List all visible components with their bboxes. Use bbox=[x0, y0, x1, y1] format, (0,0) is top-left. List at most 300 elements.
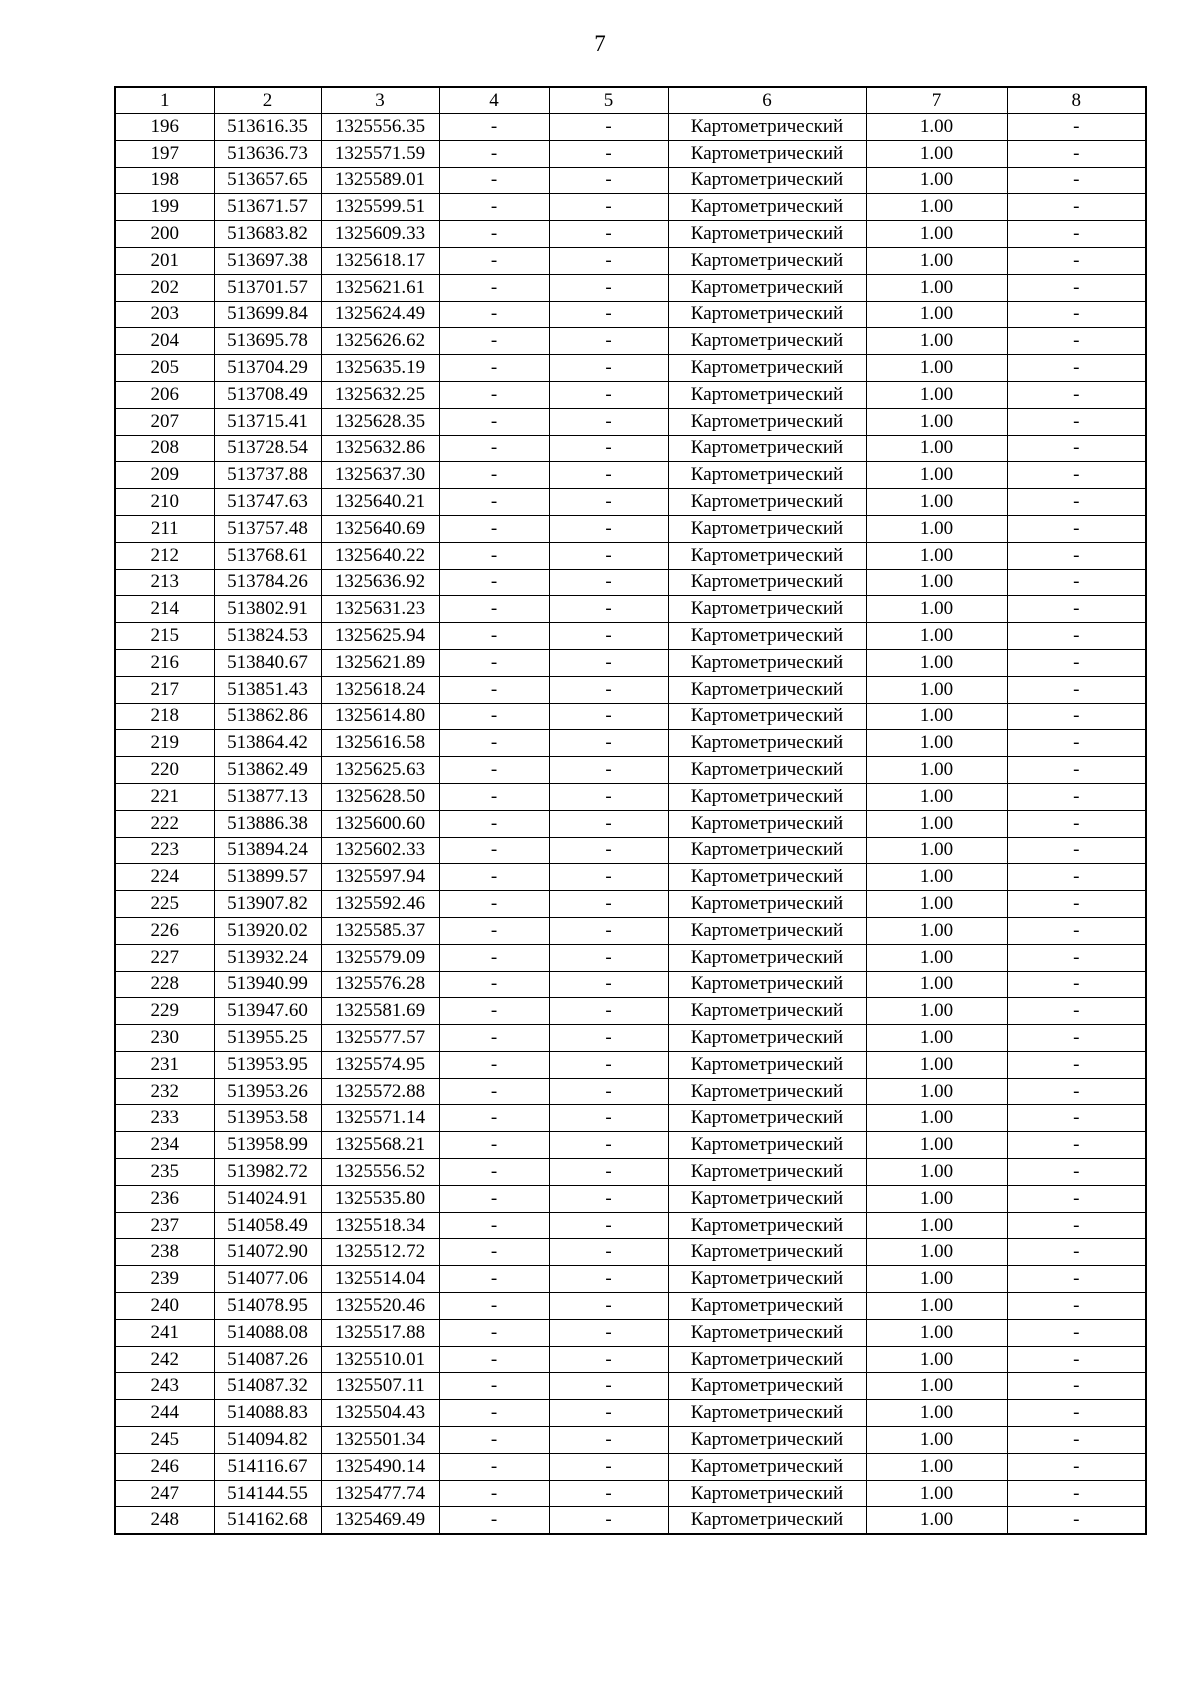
table-cell: Картометрический bbox=[668, 783, 866, 810]
table-cell: - bbox=[1007, 1427, 1146, 1454]
table-cell: 1.00 bbox=[866, 1051, 1007, 1078]
table-cell: - bbox=[549, 1105, 668, 1132]
table-cell: - bbox=[439, 1453, 549, 1480]
table-cell: 513886.38 bbox=[214, 810, 321, 837]
table-cell: - bbox=[549, 1185, 668, 1212]
table-cell: 513802.91 bbox=[214, 596, 321, 623]
table-cell: Картометрический bbox=[668, 703, 866, 730]
table-row bbox=[115, 971, 1146, 998]
table-cell: 1325520.46 bbox=[321, 1293, 439, 1320]
table-cell: Картометрический bbox=[668, 328, 866, 355]
table-cell: 238 bbox=[115, 1239, 214, 1266]
table-cell: 1.00 bbox=[866, 1239, 1007, 1266]
column-header: 5 bbox=[549, 87, 668, 114]
table-cell: - bbox=[439, 435, 549, 462]
table-cell: 514162.68 bbox=[214, 1507, 321, 1534]
table-cell: 1.00 bbox=[866, 408, 1007, 435]
table-cell: Картометрический bbox=[668, 569, 866, 596]
table-cell: - bbox=[1007, 355, 1146, 382]
table-cell: 1325501.34 bbox=[321, 1427, 439, 1454]
table-cell: 513715.41 bbox=[214, 408, 321, 435]
table-cell: 225 bbox=[115, 891, 214, 918]
table-cell: - bbox=[549, 1346, 668, 1373]
table-cell: Картометрический bbox=[668, 435, 866, 462]
table-row bbox=[115, 462, 1146, 489]
table-cell: 200 bbox=[115, 221, 214, 248]
table-cell: 1325614.80 bbox=[321, 703, 439, 730]
table-cell: - bbox=[1007, 1132, 1146, 1159]
table-cell: Картометрический bbox=[668, 1319, 866, 1346]
table-cell: - bbox=[549, 435, 668, 462]
table-cell: 1.00 bbox=[866, 435, 1007, 462]
table-cell: - bbox=[549, 194, 668, 221]
table-cell: 1325600.60 bbox=[321, 810, 439, 837]
table-row bbox=[115, 1239, 1146, 1266]
table-cell: 513877.13 bbox=[214, 783, 321, 810]
table-cell: Картометрический bbox=[668, 542, 866, 569]
table-cell: - bbox=[1007, 1078, 1146, 1105]
table-cell: Картометрический bbox=[668, 1051, 866, 1078]
table-cell: - bbox=[1007, 1266, 1146, 1293]
table-row bbox=[115, 1319, 1146, 1346]
table-cell: Картометрический bbox=[668, 944, 866, 971]
table-cell: - bbox=[1007, 1319, 1146, 1346]
table-cell: - bbox=[1007, 542, 1146, 569]
table-cell: 1325618.24 bbox=[321, 676, 439, 703]
table-cell: 1.00 bbox=[866, 891, 1007, 918]
table-cell: 237 bbox=[115, 1212, 214, 1239]
table-cell: 1.00 bbox=[866, 140, 1007, 167]
table-cell: - bbox=[1007, 1346, 1146, 1373]
table-cell: 1325556.35 bbox=[321, 114, 439, 141]
table-cell: 1.00 bbox=[866, 167, 1007, 194]
table-cell: - bbox=[439, 140, 549, 167]
table-cell: 513824.53 bbox=[214, 623, 321, 650]
table-cell: Картометрический bbox=[668, 247, 866, 274]
table-row bbox=[115, 1051, 1146, 1078]
table-cell: 1.00 bbox=[866, 998, 1007, 1025]
table-row bbox=[115, 569, 1146, 596]
table-cell: - bbox=[1007, 649, 1146, 676]
table-cell: 231 bbox=[115, 1051, 214, 1078]
table-cell: 199 bbox=[115, 194, 214, 221]
table-cell: 1.00 bbox=[866, 917, 1007, 944]
table-cell: 204 bbox=[115, 328, 214, 355]
table-cell: - bbox=[1007, 676, 1146, 703]
table-cell: 219 bbox=[115, 730, 214, 757]
table-cell: - bbox=[549, 757, 668, 784]
table-cell: - bbox=[439, 998, 549, 1025]
table-cell: 1.00 bbox=[866, 649, 1007, 676]
table-cell: - bbox=[1007, 1373, 1146, 1400]
table-cell: - bbox=[1007, 1453, 1146, 1480]
table-cell: 1.00 bbox=[866, 301, 1007, 328]
table-cell: 514087.26 bbox=[214, 1346, 321, 1373]
table-cell: 1.00 bbox=[866, 783, 1007, 810]
table-cell: 1325514.04 bbox=[321, 1266, 439, 1293]
table-cell: 228 bbox=[115, 971, 214, 998]
table-cell: - bbox=[1007, 783, 1146, 810]
table-cell: - bbox=[439, 1400, 549, 1427]
table-cell: 1.00 bbox=[866, 1132, 1007, 1159]
table-cell: 205 bbox=[115, 355, 214, 382]
table-cell: 246 bbox=[115, 1453, 214, 1480]
table-cell: 1325628.50 bbox=[321, 783, 439, 810]
table-row bbox=[115, 1266, 1146, 1293]
table-cell: - bbox=[1007, 489, 1146, 516]
table-cell: Картометрический bbox=[668, 381, 866, 408]
table-cell: - bbox=[1007, 1507, 1146, 1534]
table-cell: 1.00 bbox=[866, 1078, 1007, 1105]
table-row bbox=[115, 837, 1146, 864]
table-cell: 513953.95 bbox=[214, 1051, 321, 1078]
table-cell: 1.00 bbox=[866, 515, 1007, 542]
table-cell: Картометрический bbox=[668, 462, 866, 489]
table-cell: 243 bbox=[115, 1373, 214, 1400]
table-cell: 220 bbox=[115, 757, 214, 784]
table-cell: 1325626.62 bbox=[321, 328, 439, 355]
coordinates-table bbox=[114, 86, 1147, 1535]
table-cell: - bbox=[549, 1293, 668, 1320]
table-cell: 513701.57 bbox=[214, 274, 321, 301]
table-cell: 514077.06 bbox=[214, 1266, 321, 1293]
table-cell: Картометрический bbox=[668, 676, 866, 703]
table-cell: 514088.08 bbox=[214, 1319, 321, 1346]
table-cell: - bbox=[549, 917, 668, 944]
table-cell: 207 bbox=[115, 408, 214, 435]
table-cell: - bbox=[439, 596, 549, 623]
table-cell: - bbox=[549, 837, 668, 864]
table-cell: 1.00 bbox=[866, 1293, 1007, 1320]
table-cell: - bbox=[439, 971, 549, 998]
table-row bbox=[115, 1400, 1146, 1427]
table-cell: 202 bbox=[115, 274, 214, 301]
table-cell: - bbox=[439, 1132, 549, 1159]
table-cell: Картометрический bbox=[668, 1105, 866, 1132]
table-cell: 1325632.86 bbox=[321, 435, 439, 462]
table-cell: - bbox=[1007, 1480, 1146, 1507]
table-cell: 248 bbox=[115, 1507, 214, 1534]
table-cell: 226 bbox=[115, 917, 214, 944]
table-cell: - bbox=[439, 676, 549, 703]
table-cell: Картометрический bbox=[668, 1025, 866, 1052]
table-cell: - bbox=[1007, 569, 1146, 596]
table-cell: - bbox=[439, 569, 549, 596]
table-cell: 513840.67 bbox=[214, 649, 321, 676]
column-header: 7 bbox=[866, 87, 1007, 114]
table-row bbox=[115, 167, 1146, 194]
table-cell: 513747.63 bbox=[214, 489, 321, 516]
table-row bbox=[115, 489, 1146, 516]
table-cell: - bbox=[549, 140, 668, 167]
table-cell: 1325621.61 bbox=[321, 274, 439, 301]
table-cell: 212 bbox=[115, 542, 214, 569]
table-cell: 1325602.33 bbox=[321, 837, 439, 864]
table-cell: 514094.82 bbox=[214, 1427, 321, 1454]
table-row bbox=[115, 114, 1146, 141]
table-cell: Картометрический bbox=[668, 623, 866, 650]
table-cell: 1.00 bbox=[866, 837, 1007, 864]
table-cell: Картометрический bbox=[668, 355, 866, 382]
table-cell: 513920.02 bbox=[214, 917, 321, 944]
table-row bbox=[115, 891, 1146, 918]
column-header: 1 bbox=[115, 87, 214, 114]
table-cell: - bbox=[549, 274, 668, 301]
table-row bbox=[115, 381, 1146, 408]
table-row bbox=[115, 810, 1146, 837]
table-cell: 233 bbox=[115, 1105, 214, 1132]
table-cell: 227 bbox=[115, 944, 214, 971]
table-row bbox=[115, 596, 1146, 623]
table-row bbox=[115, 1507, 1146, 1534]
table-cell: - bbox=[549, 944, 668, 971]
table-cell: 1.00 bbox=[866, 569, 1007, 596]
table-cell: Картометрический bbox=[668, 971, 866, 998]
table-cell: 1325477.74 bbox=[321, 1480, 439, 1507]
table-cell: 513947.60 bbox=[214, 998, 321, 1025]
table-cell: - bbox=[1007, 274, 1146, 301]
table-cell: - bbox=[549, 114, 668, 141]
table-cell: 513953.58 bbox=[214, 1105, 321, 1132]
table-row bbox=[115, 1346, 1146, 1373]
table-cell: - bbox=[549, 1453, 668, 1480]
table-cell: 513862.86 bbox=[214, 703, 321, 730]
table-cell: - bbox=[439, 917, 549, 944]
table-cell: - bbox=[1007, 408, 1146, 435]
table-cell: 1.00 bbox=[866, 1427, 1007, 1454]
table-cell: - bbox=[1007, 944, 1146, 971]
table-row bbox=[115, 1025, 1146, 1052]
table-cell: - bbox=[1007, 1239, 1146, 1266]
table-cell: - bbox=[1007, 757, 1146, 784]
table-cell: 1325609.33 bbox=[321, 221, 439, 248]
table-cell: - bbox=[549, 676, 668, 703]
table-cell: 1.00 bbox=[866, 114, 1007, 141]
table-cell: 1.00 bbox=[866, 489, 1007, 516]
table-cell: 1325504.43 bbox=[321, 1400, 439, 1427]
table-cell: - bbox=[549, 355, 668, 382]
table-cell: 513955.25 bbox=[214, 1025, 321, 1052]
table-cell: 1.00 bbox=[866, 1507, 1007, 1534]
table-cell: Картометрический bbox=[668, 837, 866, 864]
table-cell: - bbox=[439, 301, 549, 328]
table-cell: - bbox=[439, 1346, 549, 1373]
table-cell: 1325571.59 bbox=[321, 140, 439, 167]
table-cell: - bbox=[439, 1078, 549, 1105]
table-cell: Картометрический bbox=[668, 1239, 866, 1266]
table-cell: 240 bbox=[115, 1293, 214, 1320]
table-cell: - bbox=[1007, 1293, 1146, 1320]
table-cell: - bbox=[1007, 810, 1146, 837]
table-cell: - bbox=[439, 891, 549, 918]
table-cell: 1.00 bbox=[866, 1212, 1007, 1239]
table-cell: 1.00 bbox=[866, 757, 1007, 784]
table-cell: Картометрический bbox=[668, 1507, 866, 1534]
table-cell: Картометрический bbox=[668, 1373, 866, 1400]
table-row bbox=[115, 1427, 1146, 1454]
table-cell: - bbox=[1007, 114, 1146, 141]
table-cell: - bbox=[549, 1239, 668, 1266]
table-cell: - bbox=[549, 301, 668, 328]
table-cell: Картометрический bbox=[668, 1159, 866, 1186]
table-cell: - bbox=[439, 1212, 549, 1239]
table-cell: 209 bbox=[115, 462, 214, 489]
table-cell: - bbox=[439, 810, 549, 837]
table-cell: 1325589.01 bbox=[321, 167, 439, 194]
table-cell: 236 bbox=[115, 1185, 214, 1212]
table-cell: - bbox=[549, 1159, 668, 1186]
table-cell: 1.00 bbox=[866, 1025, 1007, 1052]
table-cell: 222 bbox=[115, 810, 214, 837]
table-cell: 513864.42 bbox=[214, 730, 321, 757]
table-cell: 1.00 bbox=[866, 1400, 1007, 1427]
table-row bbox=[115, 1212, 1146, 1239]
table-cell: - bbox=[549, 221, 668, 248]
table-cell: 513851.43 bbox=[214, 676, 321, 703]
table-cell: 514072.90 bbox=[214, 1239, 321, 1266]
table-cell: 513683.82 bbox=[214, 221, 321, 248]
table-cell: - bbox=[439, 1239, 549, 1266]
table-cell: - bbox=[439, 515, 549, 542]
table-row bbox=[115, 408, 1146, 435]
table-cell: 211 bbox=[115, 515, 214, 542]
table-cell: - bbox=[1007, 1400, 1146, 1427]
table-cell: - bbox=[549, 1319, 668, 1346]
table-row bbox=[115, 542, 1146, 569]
table-cell: - bbox=[1007, 917, 1146, 944]
table-cell: 198 bbox=[115, 167, 214, 194]
table-cell: - bbox=[549, 1212, 668, 1239]
table-cell: - bbox=[1007, 328, 1146, 355]
table-cell: - bbox=[549, 247, 668, 274]
table-cell: 513982.72 bbox=[214, 1159, 321, 1186]
table-cell: 221 bbox=[115, 783, 214, 810]
table-cell: - bbox=[439, 649, 549, 676]
table-cell: 1325571.14 bbox=[321, 1105, 439, 1132]
table-cell: 513636.73 bbox=[214, 140, 321, 167]
table-cell: 1.00 bbox=[866, 703, 1007, 730]
column-header: 8 bbox=[1007, 87, 1146, 114]
table-cell: 1325628.35 bbox=[321, 408, 439, 435]
table-header bbox=[115, 87, 1146, 114]
table-row bbox=[115, 1373, 1146, 1400]
table-cell: - bbox=[1007, 194, 1146, 221]
table-cell: - bbox=[1007, 1025, 1146, 1052]
table-cell: - bbox=[439, 864, 549, 891]
table-cell: 229 bbox=[115, 998, 214, 1025]
table-cell: 513953.26 bbox=[214, 1078, 321, 1105]
table-cell: 1325490.14 bbox=[321, 1453, 439, 1480]
table-cell: 1325585.37 bbox=[321, 917, 439, 944]
table-cell: Картометрический bbox=[668, 1346, 866, 1373]
table-cell: - bbox=[439, 381, 549, 408]
table-cell: 208 bbox=[115, 435, 214, 462]
table-cell: 203 bbox=[115, 301, 214, 328]
table-cell: 224 bbox=[115, 864, 214, 891]
table-cell: Картометрический bbox=[668, 1266, 866, 1293]
table-cell: 513671.57 bbox=[214, 194, 321, 221]
table-cell: 245 bbox=[115, 1427, 214, 1454]
table-cell: 1325574.95 bbox=[321, 1051, 439, 1078]
table-cell: Картометрический bbox=[668, 1078, 866, 1105]
table-cell: - bbox=[1007, 1212, 1146, 1239]
table-cell: 234 bbox=[115, 1132, 214, 1159]
table-cell: - bbox=[439, 944, 549, 971]
table-cell: 513907.82 bbox=[214, 891, 321, 918]
table-row bbox=[115, 1159, 1146, 1186]
table-cell: 1.00 bbox=[866, 1105, 1007, 1132]
table-cell: 1325625.94 bbox=[321, 623, 439, 650]
column-header: 3 bbox=[321, 87, 439, 114]
table-cell: - bbox=[439, 489, 549, 516]
table-cell: Картометрический bbox=[668, 1453, 866, 1480]
table-cell: 513657.65 bbox=[214, 167, 321, 194]
table-body bbox=[115, 114, 1146, 1535]
table-row bbox=[115, 274, 1146, 301]
header-row bbox=[115, 87, 1146, 114]
table-row bbox=[115, 783, 1146, 810]
table-cell: 223 bbox=[115, 837, 214, 864]
table-cell: 218 bbox=[115, 703, 214, 730]
table-cell: Картометрический bbox=[668, 596, 866, 623]
table-cell: - bbox=[439, 1025, 549, 1052]
table-cell: - bbox=[439, 1105, 549, 1132]
table-cell: 244 bbox=[115, 1400, 214, 1427]
table-cell: Картометрический bbox=[668, 140, 866, 167]
table-cell: - bbox=[549, 1078, 668, 1105]
table-cell: Картометрический bbox=[668, 649, 866, 676]
table-cell: - bbox=[549, 703, 668, 730]
table-row bbox=[115, 328, 1146, 355]
table-cell: 1.00 bbox=[866, 623, 1007, 650]
table-cell: - bbox=[439, 1373, 549, 1400]
table-cell: - bbox=[439, 274, 549, 301]
table-cell: Картометрический bbox=[668, 1400, 866, 1427]
table-cell: - bbox=[1007, 221, 1146, 248]
table-cell: Картометрический bbox=[668, 730, 866, 757]
table-cell: 513737.88 bbox=[214, 462, 321, 489]
table-cell: - bbox=[439, 1507, 549, 1534]
table-cell: 513728.54 bbox=[214, 435, 321, 462]
table-cell: - bbox=[1007, 891, 1146, 918]
table-cell: - bbox=[439, 783, 549, 810]
table-cell: 215 bbox=[115, 623, 214, 650]
table-cell: 230 bbox=[115, 1025, 214, 1052]
table-cell: 1325640.69 bbox=[321, 515, 439, 542]
table-cell: 513932.24 bbox=[214, 944, 321, 971]
table-cell: 216 bbox=[115, 649, 214, 676]
table-cell: 197 bbox=[115, 140, 214, 167]
table-cell: Картометрический bbox=[668, 515, 866, 542]
table-cell: - bbox=[549, 1266, 668, 1293]
table-cell: - bbox=[1007, 167, 1146, 194]
table-row bbox=[115, 730, 1146, 757]
column-header: 4 bbox=[439, 87, 549, 114]
table-cell: - bbox=[439, 542, 549, 569]
table-cell: 1325624.49 bbox=[321, 301, 439, 328]
table-cell: 514144.55 bbox=[214, 1480, 321, 1507]
table-cell: - bbox=[1007, 381, 1146, 408]
table-row bbox=[115, 435, 1146, 462]
table-cell: - bbox=[549, 381, 668, 408]
table-cell: 1.00 bbox=[866, 1185, 1007, 1212]
table-cell: 206 bbox=[115, 381, 214, 408]
table-cell: Картометрический bbox=[668, 221, 866, 248]
table-cell: - bbox=[1007, 247, 1146, 274]
table-row bbox=[115, 515, 1146, 542]
table-cell: - bbox=[549, 328, 668, 355]
table-cell: 235 bbox=[115, 1159, 214, 1186]
